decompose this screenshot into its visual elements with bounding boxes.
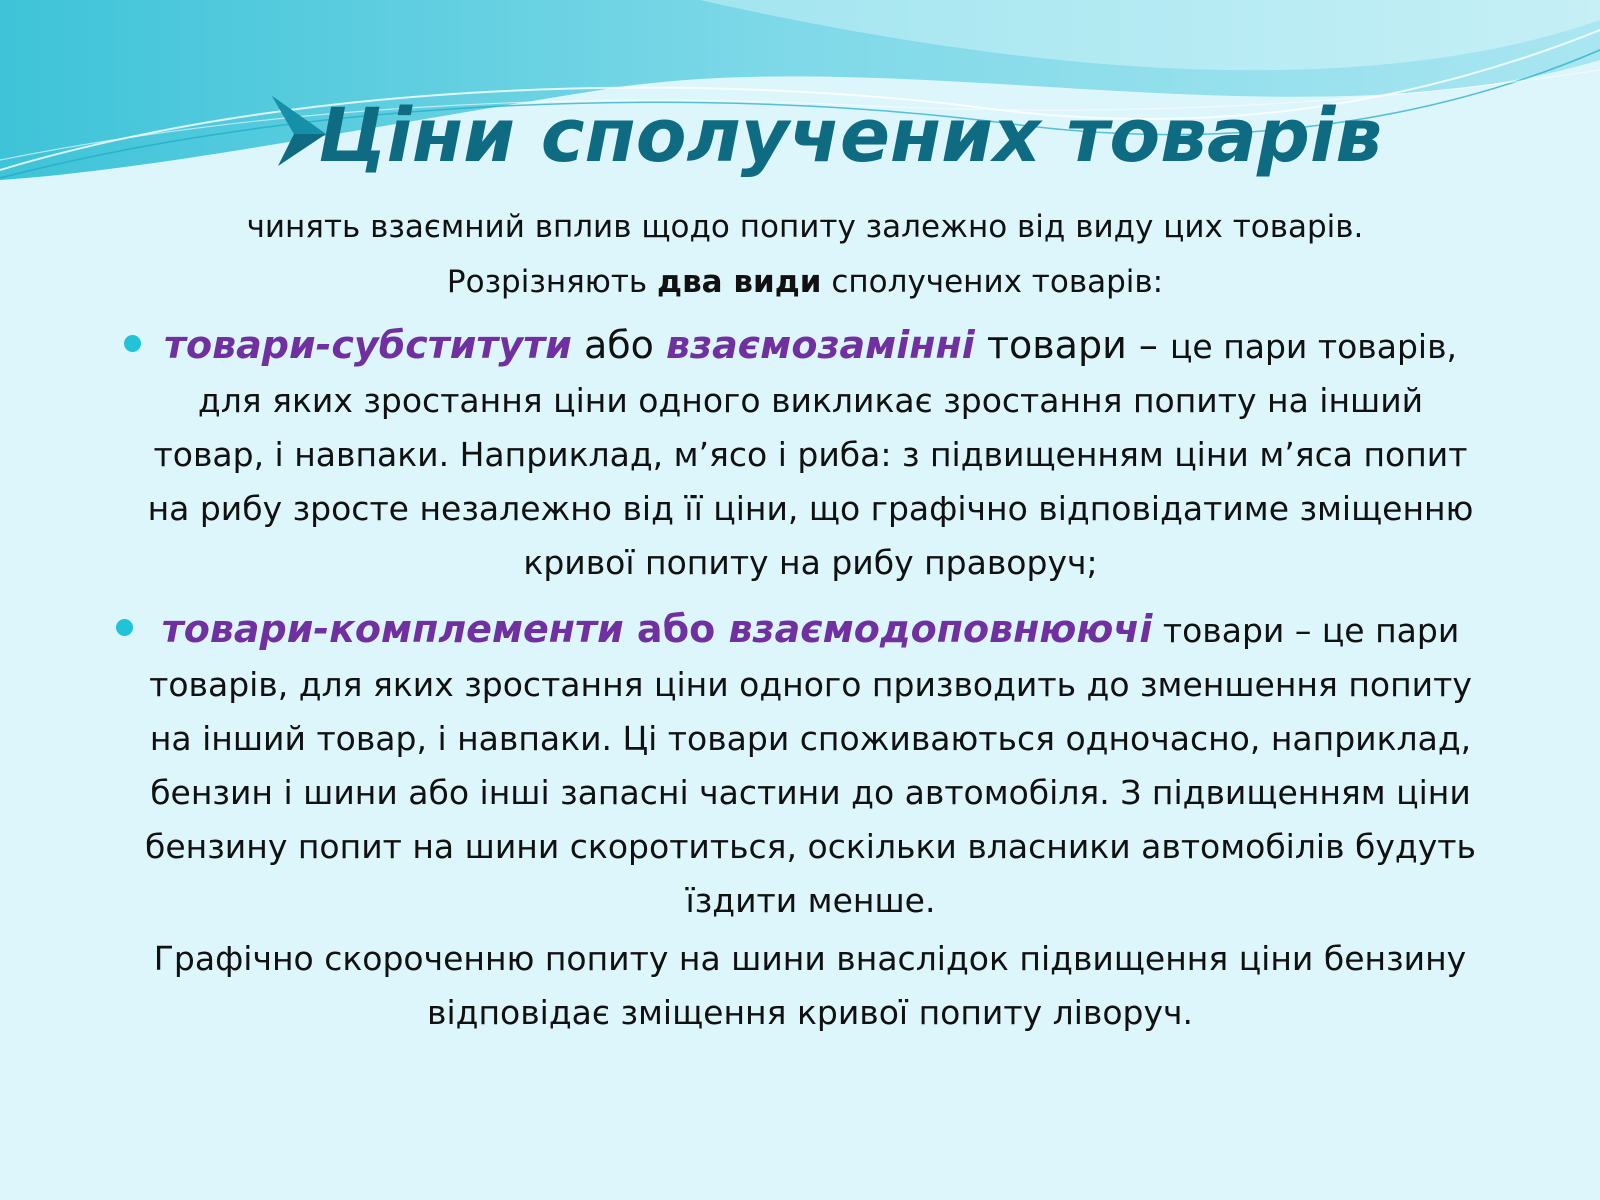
- bullet-dot-icon: [116, 619, 133, 636]
- conclusion-text: Графічно скороченню попиту на шини внаслідок підвищення ціни бензину відповідає зміщення кривої попиту ліворуч.: [153, 939, 1467, 1032]
- term-complements: товари-комплементи: [161, 607, 624, 651]
- intro-text-post: сполучених товарів:: [821, 264, 1164, 300]
- term-substitutes: товари-субститути: [163, 323, 572, 367]
- connector: або: [623, 607, 729, 651]
- term-complementary: взаємодоповнюючі: [728, 607, 1153, 651]
- page-title: Ціни сполучених товарів: [318, 93, 1383, 179]
- term-interchangeable: взаємозамінні: [666, 323, 975, 367]
- list-item-text: [138, 318, 1483, 590]
- term-head: [1152, 611, 1163, 650]
- intro-text-pre: Розрізняють: [446, 264, 658, 300]
- intro-text: [110, 200, 1500, 310]
- intro-emphasis: два види: [657, 264, 822, 300]
- title-block: [0, 84, 1600, 194]
- definition-text: товари – це пари товарів, для яких зростання ціни одного призводить до зменшення попиту на інший товар, і навпаки. Ці товари споживаються одночасно, наприклад, бензин і шини або інші запасні частини до автомобіля. З підвищенням ціни бензину попит на шини скоротиться, оскільки власники автомобілів будуть їздити менше.: [145, 611, 1476, 920]
- connector: або: [571, 323, 666, 367]
- definition-text: це пари товарів, для яких зростання ціни одного викликає зростання попиту на інший товар, і навпаки. Наприклад, м’ясо і риба: з підвищенням ціни м’яса попит на рибу зросте незалежно від її ціни, що графічно відповідатиме зміщенню кривої попиту на рибу праворуч;: [147, 327, 1474, 582]
- intro-line-2: [110, 255, 1500, 310]
- term-head: товари –: [974, 323, 1170, 367]
- list-item-text: [138, 602, 1483, 928]
- intro-line-1: чинять взаємний вплив щодо попиту залежно від виду цих товарів.: [246, 209, 1364, 245]
